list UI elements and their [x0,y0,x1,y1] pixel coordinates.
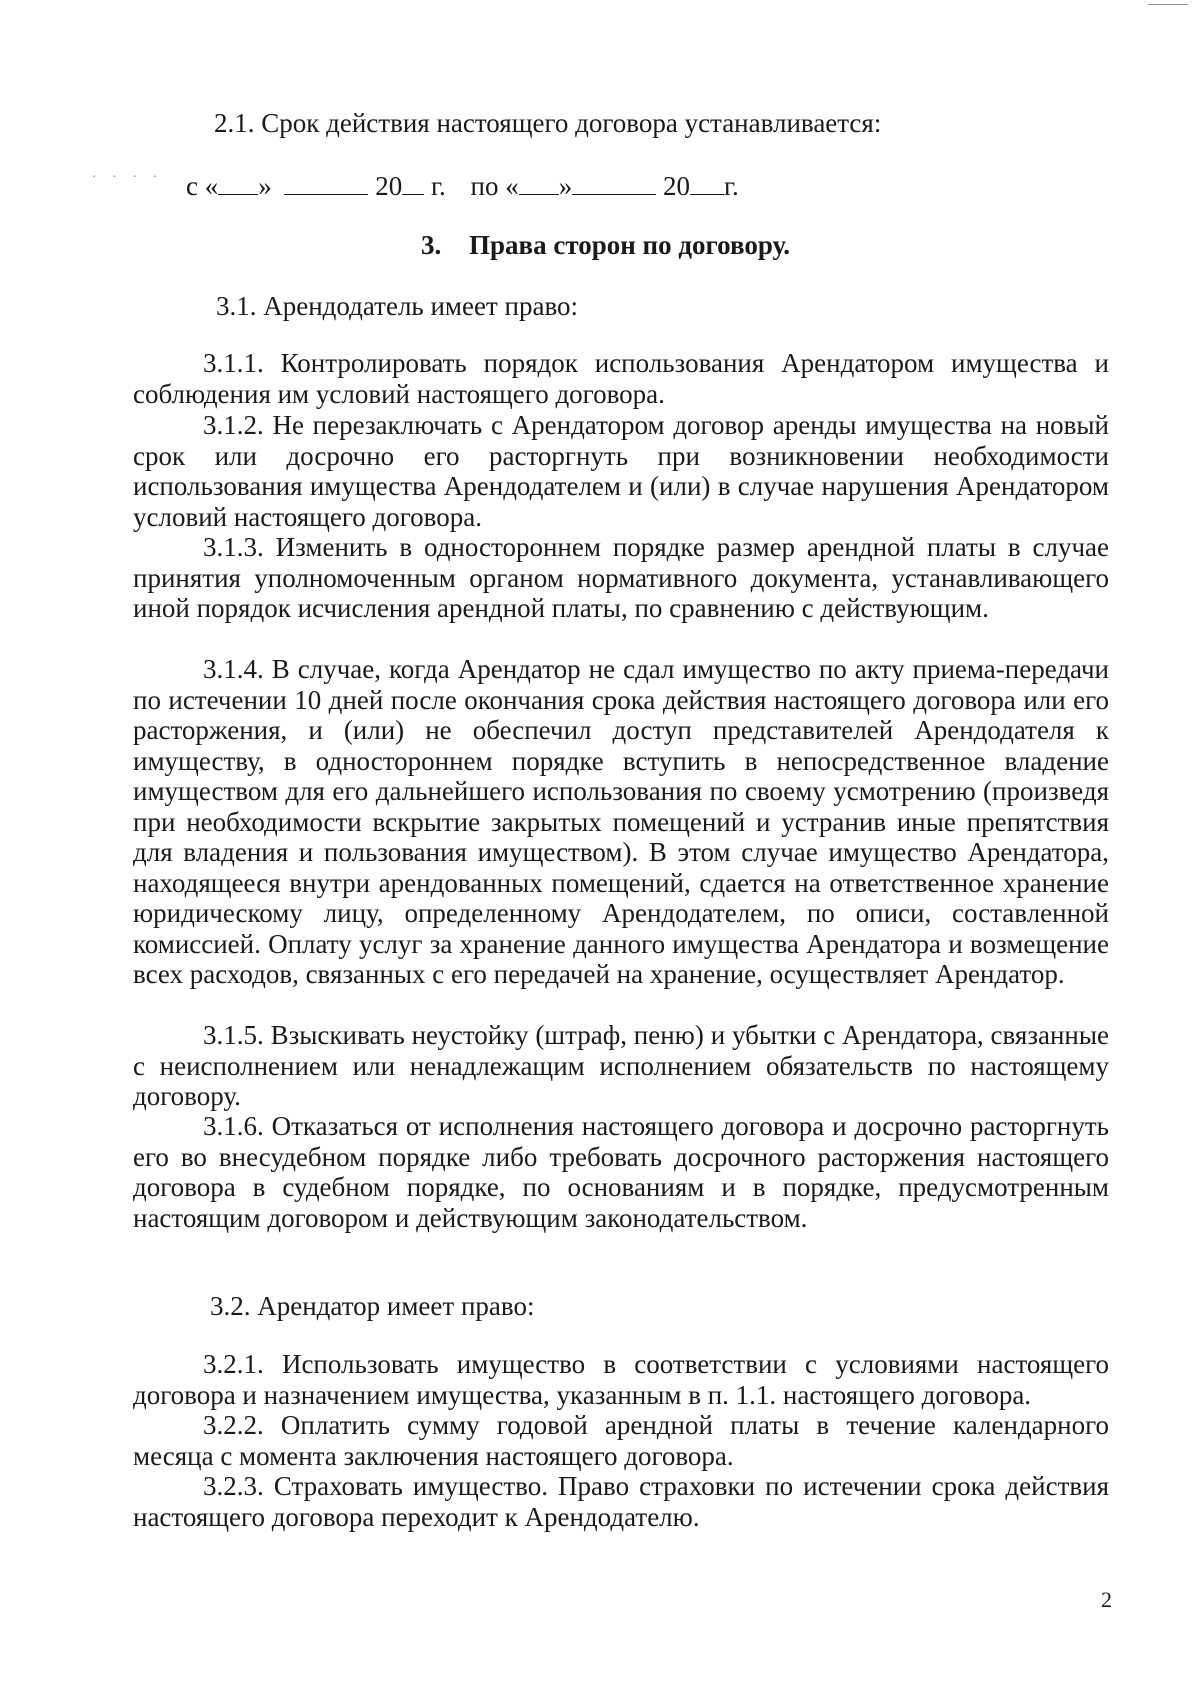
from-year-prefix: 20 [375,171,403,201]
to-close: » [558,171,573,201]
to-month-blank [572,170,656,195]
tenant-item-3-2-2: 3.2.2. Оплатить сумму годовой арендной платы в течение календарного месяца с момента заключения настоящего договора. [133,1410,1109,1471]
term-clause: 2.1. Срок действия настоящего договора устанавливается: [214,108,882,138]
landlord-item-3-1-1: 3.1.1. Контролировать порядок использования Арендатором имущества и соблюдения им условий настоящего договора. [133,348,1109,409]
to-day-blank [519,170,559,195]
scan-edge-mark [1148,4,1188,5]
page-number: 2 [1101,1587,1112,1612]
section-title: Права сторон по договору. [469,230,791,260]
from-month-blank [284,170,368,195]
from-year-suffix: г. [430,171,446,201]
to-year-prefix: 20 [662,171,690,201]
landlord-item-3-1-4: 3.1.4. В случае, когда Арендатор не сдал имущество по акту приема-передачи по истечении 10 дней после окончания срока действия настоящего договора или его расторжения, и (или) не обеспечил доступ представителей Арендодателя к имуществу, в одностороннем порядке вступить в непосредственное владение имуществом для его дальнейшего использования по своему усмотрению (произведя при необходимости вскрытие закрытых помещений и устранив иные препятствия для владения и пользования имуществом). В этом случае имущество Арендатора, находящееся внутри арендованных помещений, сдается на ответственное хранение юридическому лицу, определенному Арендодателем, по описи, составленной комиссией. Оплату услуг за хранение данного имущества Арендатора и возмещение всех расходов, связанных с его передачей на хранение, осуществляет Арендатор. [133,654,1109,989]
section-heading [421,229,790,261]
from-day-blank [218,170,258,195]
scan-specks: · · · · [92,170,164,185]
section-number: 3. [421,230,442,260]
landlord-item-3-1-6: 3.1.6. Отказаться от исполнения настоящего договора и досрочно расторгнуть его во внесудебном порядке либо требовать досрочного расторжения настоящего договора в судебном порядке, по основаниям и в порядке, предусмотренным настоящим договором и действующим законодательством. [133,1111,1109,1233]
to-year-suffix: г. [723,171,739,201]
from-prefix: с « [186,171,219,201]
landlord-item-3-1-5: 3.1.5. Взыскивать неустойку (штраф, пеню) и убытки с Арендатора, связанные с неисполнением или ненадлежащим исполнением обязательств по настоящему договору. [133,1020,1109,1111]
to-prefix: по « [470,171,519,201]
tenant-item-3-2-3: 3.2.3. Страховать имущество. Право страховки по истечении срока действия настоящего договора переходит к Арендодателю. [133,1471,1109,1532]
landlord-item-3-1-2: 3.1.2. Не перезаключать с Арендатором договор аренды имущества на новый срок или досрочно его расторгнуть при возникновении необходимости использования имущества Арендодателем и (или) в случае нарушения Арендатором условий настоящего договора. [133,410,1109,532]
from-close: » [258,171,272,201]
date-range-line [186,170,739,202]
to-year-blank [690,170,724,195]
tenant-rights-heading: 3.2. Арендатор имеет право: [210,1291,535,1321]
landlord-rights-heading: 3.1. Арендодатель имеет право: [216,291,579,321]
landlord-item-3-1-3: 3.1.3. Изменить в одностороннем порядке размер арендной платы в случае принятия уполномоченным органом нормативного документа, устанавливающего иной порядок исчисления арендной платы, по сравнению с действующим. [133,532,1109,623]
from-year-blank [402,170,424,195]
tenant-item-3-2-1: 3.2.1. Использовать имущество в соответствии с условиями настоящего договора и назначением имущества, указанным в п. 1.1. настоящего договора. [133,1349,1109,1410]
